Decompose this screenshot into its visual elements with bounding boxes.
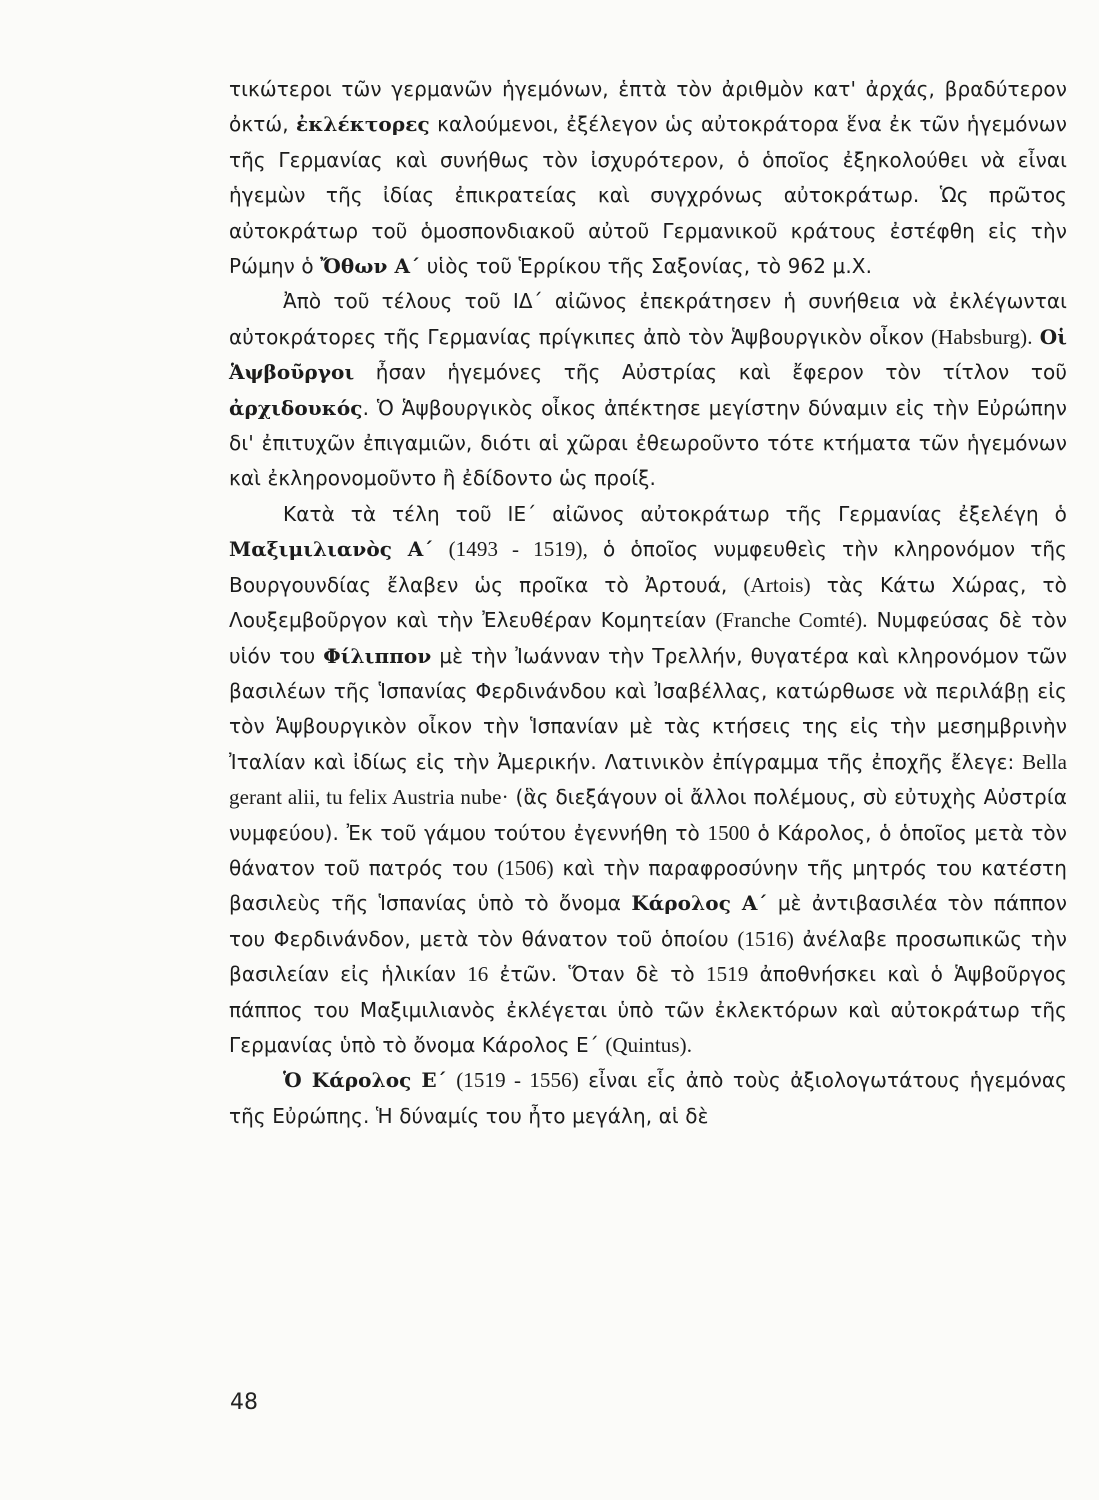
text-run — [433, 537, 448, 561]
latin-text: (Quintus). — [605, 1032, 693, 1057]
text-run — [447, 1068, 456, 1092]
bold-term: Κάρολος Α΄ — [631, 891, 768, 916]
latin-text: (Artois) — [743, 572, 811, 597]
paragraph-2 — [229, 284, 1067, 496]
paragraph-3 — [229, 497, 1067, 1064]
text-run: εἶναι εἷς ἀπὸ τοὺς ἀξιολογωτάτους ἡγεμόνας τῆς Εὐρώπης. Ἡ δύναμίς του ἦτο μεγάλη, αἱ δὲ — [229, 1068, 1067, 1128]
text-run: ἀνέλαβε προσωπικῶς τὴν βασιλείαν εἰς ἡλικίαν — [229, 926, 1068, 987]
text-run: (ἃς διεξάγουν οἱ ἄλλοι πολέμους, σὺ εὐτυχὴς Αὐστρία νυμφεύου). Ἐκ τοῦ γάμου τούτου ἐγεννήθη τὸ — [229, 785, 1067, 845]
latin-text: 1519 — [705, 962, 749, 987]
paragraph-1 — [229, 72, 1067, 284]
body-text — [229, 72, 1067, 1134]
text-run: ὁ Κάρολος, ὁ ὁποῖος μετὰ τὸν θάνατον τοῦ πατρός του — [229, 820, 1067, 880]
paragraph-4 — [229, 1063, 1067, 1134]
bold-term: Ὁ Κάρολος Ε΄ — [283, 1068, 447, 1093]
latin-text: (1519 - 1556) — [456, 1068, 579, 1093]
text-run — [1033, 325, 1040, 349]
latin-text: 16 — [467, 962, 489, 987]
text-run: Ἀπὸ τοῦ τέλους τοῦ ΙΔ΄ αἰῶνος ἐπεκράτησεν ἡ συνήθεια νὰ ἐκλέγωνται αὐτοκράτορες τῆς Γερμανίας πρίγκιπες ἀπὸ τὸν Ἁψβουργικὸν οἶκον — [229, 289, 1067, 349]
text-run: ἀποθνήσκει καὶ ὁ Ἁψβοῦργος πάππος του Μαξιμιλιανὸς ἐκλέγεται ὑπὸ τῶν ἐκλεκτόρων καὶ αὐτοκράτωρ τῆς Γερμανίας ὑπὸ τὸ ὄνομα Κάρολος Ε΄ — [229, 962, 1067, 1057]
latin-text: (1516) — [737, 926, 794, 951]
bold-term: Ὄθων Α΄ — [320, 254, 421, 279]
text-run: καὶ τὴν παραφροσύνην τῆς μητρός του κατέστη βασιλεὺς τῆς Ἱσπανίας ὑπὸ τὸ ὄνομα — [229, 855, 1068, 916]
bold-term: Οἱ Ἁψβοῦργοι — [229, 324, 1067, 385]
text-run: καλούμενοι, ἐξέλεγον ὡς αὐτοκράτορα ἕνα ἐκ τῶν ἡγεμόνων τῆς Γερμανίας καὶ συνήθως τὸν ἰσχυρότερον, ὁ ὁποῖος ἐξηκολούθει νὰ εἶναι ἡγεμὼν τῆς ἰδίας ἐπικρατείας καὶ συγχρόνως αὐτοκράτωρ. Ὡς πρῶτος αὐτοκράτωρ τοῦ ὁμοσπονδιακοῦ αὐτοῦ Γερμανικοῦ κράτους ἐστέφθη εἰς τὴν Ρώμην ὁ — [229, 112, 1067, 279]
text-run: μὲ ἀντιβασιλέα τὸν πάππον του Φερδινάνδον, μετὰ τὸν θάνατον τοῦ ὁποίου — [229, 891, 1067, 951]
text-run: Κατὰ τὰ τέλη τοῦ ΙΕ΄ αἰῶνος αὐτοκράτωρ τῆς Γερμανίας ἐξελέγη ὁ — [283, 501, 1067, 526]
latin-text: (1506) — [497, 855, 554, 880]
latin-text: (Habsburg). — [930, 324, 1033, 349]
bold-term: ἐκλέκτορες — [296, 112, 430, 137]
text-run: ἦσαν ἡγεμόνες τῆς Αὐστρίας καὶ ἔφερον τὸν τίτλον τοῦ — [354, 360, 1067, 385]
text-run: μὲ τὴν Ἰωάνναν τὴν Τρελλήν, θυγατέρα καὶ κληρονόμον τῶν βασιλέων τῆς Ἱσπανίας Φερδινάνδου καὶ Ἰσαβέλλας, κατώρθωσε νὰ περιλάβῃ εἰς τὸν Ἁψβουργικὸν οἶκον τὴν Ἱσπανίαν μὲ τὰς κτήσεις της εἰς τὴν μεσημβρινὴν Ἰταλίαν καὶ ἰδίως εἰς τὴν Ἀμερικήν. Λατινικὸν ἐπίγραμμα τῆς ἐποχῆς ἔλεγε: — [229, 643, 1067, 774]
latin-text: (1493 - 1519), — [448, 537, 588, 562]
page-number: 48 — [230, 1390, 258, 1415]
bold-term: ἀρχιδουκός — [229, 395, 363, 420]
text-run: Νυμφεύσας δὲ τὸν υἱόν του — [229, 608, 1067, 668]
text-run: . Ὁ Ἁψβουργικὸς οἶκος ἀπέκτησε μεγίστην δύναμιν εἰς τὴν Εὐρώπην δι' ἐπιτυχῶν ἐπιγαμιῶν, διότι αἱ χῶραι ἐθεωροῦντο τότε κτήματα τῶν ἡγεμόνων καὶ ἐκληρονομοῦντο ἢ ἐδίδοντο ὡς προίξ. — [229, 395, 1067, 491]
latin-text: Bella gerant alii, tu felix Austria nube· — [229, 749, 1067, 810]
latin-text: 1500 — [707, 820, 750, 845]
bold-term: Φίλιππον — [323, 643, 432, 668]
latin-text: (Franche Comté). — [715, 608, 868, 633]
bold-term: Μαξιμιλιανὸς Α΄ — [229, 537, 434, 562]
text-run: τικώτεροι τῶν γερμανῶν ἡγεμόνων, ἑπτὰ τὸν ἀριθμὸν κατ' ἀρχάς, βραδύτερον ὀκτώ, — [229, 77, 1067, 137]
text-run: τὰς Κάτω Χώρας, τὸ Λουξεμβοῦργον καὶ τὴν Ἐλευθέραν Κομητείαν — [229, 572, 1068, 633]
text-run: ἐτῶν. Ὅταν δὲ τὸ — [488, 962, 706, 987]
text-run: ὁ ὁποῖος νυμφευθεὶς τὴν κληρονόμον τῆς Βουργουνδίας ἔλαβεν ὡς προῖκα τὸ Ἀρτουά, — [229, 537, 1067, 597]
text-run: υἱὸς τοῦ Ἑρρίκου τῆς Σαξονίας, τὸ 962 μ.Χ. — [420, 254, 873, 279]
